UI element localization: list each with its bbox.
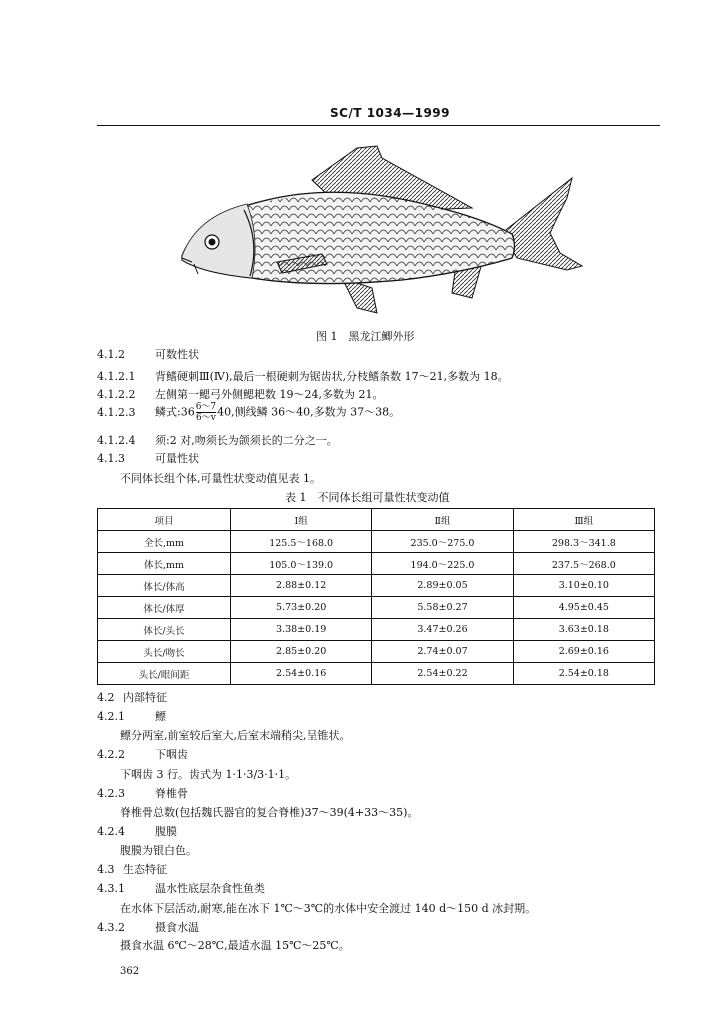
section-heading xyxy=(97,823,177,839)
section-text: 背鳍硬刺Ⅲ(Ⅳ),最后一根硬刺为锯齿状,分枝鳍条数 17～21,多数为 18。 xyxy=(155,370,509,383)
table-header-cell: Ⅰ组 xyxy=(231,509,372,531)
paragraph xyxy=(120,727,351,743)
figure-caption: 图 1 黑龙江鲫外形 xyxy=(316,330,415,343)
section-heading xyxy=(97,708,166,724)
table-header-cell: 项目 xyxy=(98,509,231,531)
section-text: 摄食水温 6℃～28℃,最适水温 15℃～25℃。 xyxy=(120,939,350,952)
paragraph xyxy=(97,386,383,402)
table-cell: 5.58±0.27 xyxy=(372,597,513,619)
table-cell: 2.69±0.16 xyxy=(513,641,654,663)
table-cell: 3.47±0.26 xyxy=(372,619,513,641)
table-row xyxy=(98,663,655,685)
section-number: 4.2 xyxy=(97,691,115,704)
paragraph xyxy=(120,470,321,486)
section-text: 脊椎骨 xyxy=(155,787,188,800)
section-heading xyxy=(97,861,167,877)
paragraph-scale-formula xyxy=(97,402,400,423)
table-cell: 5.73±0.20 xyxy=(231,597,372,619)
section-heading xyxy=(97,346,199,362)
table-cell: 298.3～341.8 xyxy=(513,531,654,553)
fraction-numerator: 6～7 xyxy=(195,402,217,412)
section-heading xyxy=(97,746,188,762)
table-header-row xyxy=(98,509,655,531)
table-cell: 头长/吻长 xyxy=(98,641,231,663)
table-cell: 4.95±0.45 xyxy=(513,597,654,619)
paragraph xyxy=(120,804,418,820)
page-number: 362 xyxy=(120,966,140,977)
section-text: 下咽齿 xyxy=(155,748,188,761)
section-text: 鳔 xyxy=(155,710,166,723)
section-number: 4.1.2 xyxy=(97,348,125,361)
section-text: 脊椎骨总数(包括魏氏器官的复合脊椎)37～39(4+33～35)。 xyxy=(120,806,419,819)
table-cell: 2.54±0.22 xyxy=(372,663,513,685)
section-text: 鳞式:36 xyxy=(155,405,195,419)
section-number: 4.1.2.2 xyxy=(97,388,136,401)
table-cell: 3.63±0.18 xyxy=(513,619,654,641)
section-text: 摄食水温 xyxy=(155,921,199,934)
section-heading xyxy=(97,880,265,896)
fraction-denominator: 6～v xyxy=(196,413,216,423)
table-cell: 2.74±0.07 xyxy=(372,641,513,663)
paragraph xyxy=(120,842,197,858)
section-text: 40,侧线鳞 36～40,多数为 37～38。 xyxy=(217,405,401,419)
section-heading xyxy=(97,450,199,466)
section-number: 4.2.1 xyxy=(97,710,125,723)
section-number: 4.1.2.3 xyxy=(97,405,136,419)
section-text: 须:2 对,吻须长为颌须长的二分之一。 xyxy=(155,434,338,447)
section-number: 4.1.2.4 xyxy=(97,434,136,447)
scale-fraction xyxy=(196,402,216,423)
table-cell: 2.89±0.05 xyxy=(372,575,513,597)
table-cell: 194.0～225.0 xyxy=(372,553,513,575)
table-row xyxy=(98,619,655,641)
table-cell: 体长/头长 xyxy=(98,619,231,641)
section-heading xyxy=(97,919,199,935)
table-cell: 2.85±0.20 xyxy=(231,641,372,663)
table-title: 表 1 不同体长组可量性状变动值 xyxy=(285,491,450,504)
table-cell: 2.88±0.12 xyxy=(231,575,372,597)
table-cell: 3.38±0.19 xyxy=(231,619,372,641)
section-text: 在水体下层活动,耐寒,能在冰下 1℃～3℃的水体中安全渡过 140 d～150 d 冰封期。 xyxy=(120,902,537,915)
header-rule xyxy=(97,125,660,126)
table-cell: 3.10±0.10 xyxy=(513,575,654,597)
section-heading xyxy=(97,785,188,801)
table-cell: 全长,mm xyxy=(98,531,231,553)
section-number: 4.3.1 xyxy=(97,882,125,895)
table-cell: 体长,mm xyxy=(98,553,231,575)
section-text: 腹膜 xyxy=(155,825,177,838)
table-cell: 105.0～139.0 xyxy=(231,553,372,575)
section-text: 温水性底层杂食性鱼类 xyxy=(155,882,265,895)
table-cell: 125.5～168.0 xyxy=(231,531,372,553)
section-text: 腹膜为银白色。 xyxy=(120,844,197,857)
paragraph xyxy=(120,900,536,916)
paragraph xyxy=(97,368,509,384)
section-number: 4.3 xyxy=(97,863,115,876)
table-header-cell: Ⅲ组 xyxy=(513,509,654,531)
section-text: 生态特征 xyxy=(123,863,167,876)
paragraph xyxy=(120,766,296,782)
table-cell: 2.54±0.16 xyxy=(231,663,372,685)
section-number: 4.2.4 xyxy=(97,825,125,838)
table-cell: 235.0～275.0 xyxy=(372,531,513,553)
table-cell: 头长/眼间距 xyxy=(98,663,231,685)
table-row xyxy=(98,597,655,619)
section-text: 内部特征 xyxy=(123,691,167,704)
table-row xyxy=(98,575,655,597)
section-text: 下咽齿 3 行。齿式为 1·1·3/3·1·1。 xyxy=(120,768,297,781)
table-row xyxy=(98,641,655,663)
table-cell: 体长/体高 xyxy=(98,575,231,597)
table-cell: 237.5～268.0 xyxy=(513,553,654,575)
table-row xyxy=(98,553,655,575)
section-text: 不同体长组个体,可量性状变动值见表 1。 xyxy=(120,472,321,485)
fish-illustration xyxy=(172,138,592,328)
section-text: 鳔分两室,前室较后室大,后室末端稍尖,呈锥状。 xyxy=(120,729,351,742)
section-text: 左侧第一鳃弓外侧鳃耙数 19～24,多数为 21。 xyxy=(155,388,384,401)
section-number: 4.2.2 xyxy=(97,748,125,761)
section-number: 4.2.3 xyxy=(97,787,125,800)
table-row xyxy=(98,531,655,553)
paragraph xyxy=(120,937,350,953)
section-text: 可量性状 xyxy=(155,452,199,465)
data-table xyxy=(97,508,655,685)
page-header: SC/T 1034—1999 xyxy=(330,106,450,120)
section-number: 4.1.2.1 xyxy=(97,370,136,383)
section-heading xyxy=(97,689,167,705)
table-cell: 2.54±0.18 xyxy=(513,663,654,685)
table-cell: 体长/体厚 xyxy=(98,597,231,619)
section-text: 可数性状 xyxy=(155,348,199,361)
paragraph xyxy=(97,432,338,448)
section-number: 4.1.3 xyxy=(97,452,125,465)
section-number: 4.3.2 xyxy=(97,921,125,934)
table-header-cell: Ⅱ组 xyxy=(372,509,513,531)
